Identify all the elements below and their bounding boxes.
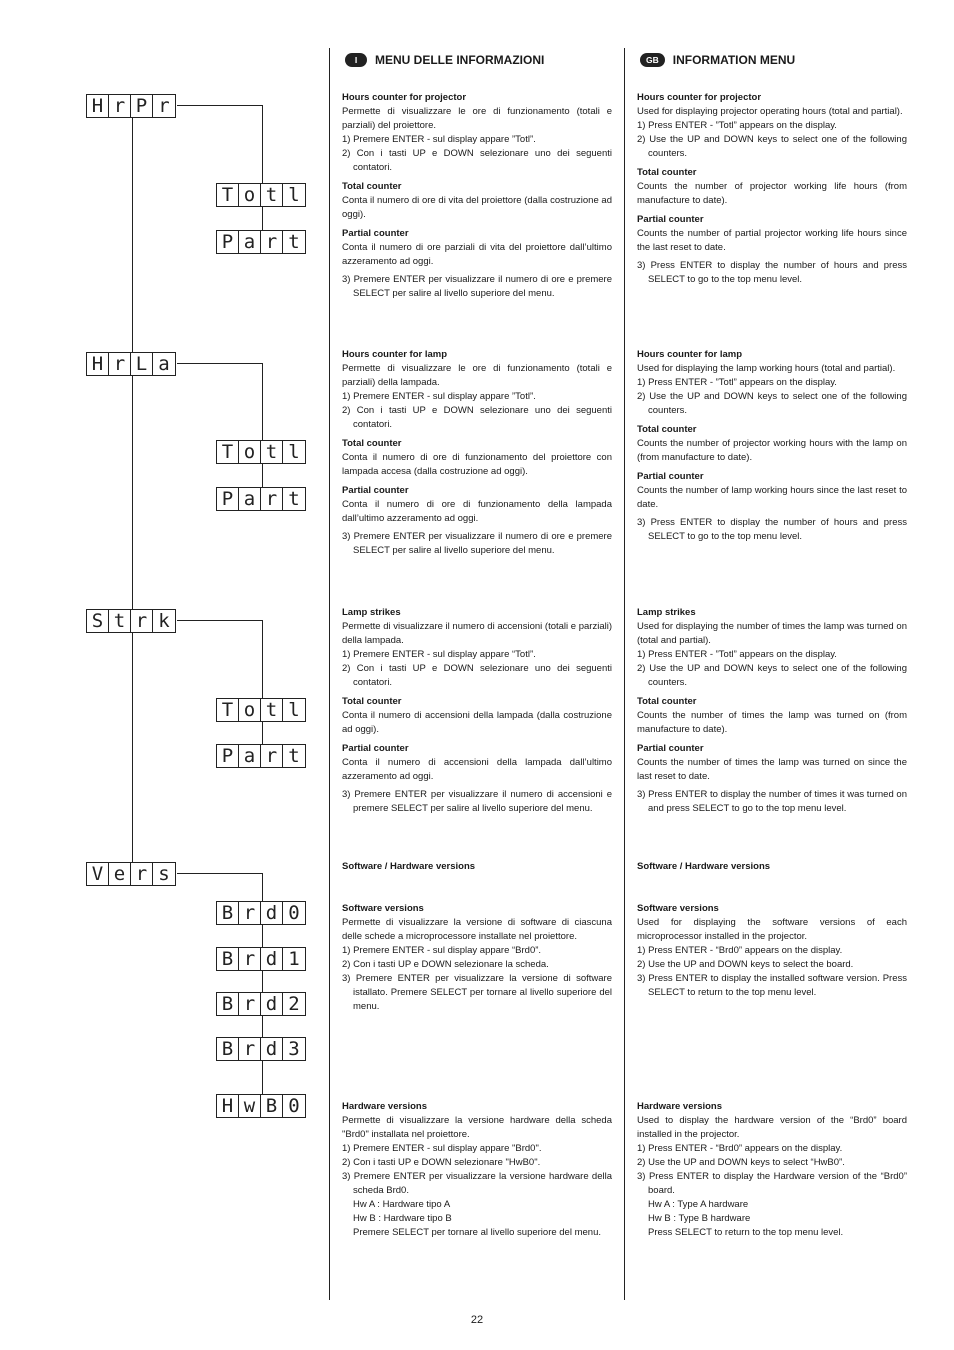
display-totl: T o t l — [216, 698, 306, 722]
display-totl: T o t l — [216, 183, 306, 207]
gb-section-hours-projector: Hours counter for projector Used for displaying projector operating hours (total and partial). 1) Press ENTER - ”Totl” appears on the display. 2) Use the UP and DOWN keys to select one of the following counters. Total counter Counts the number of projector working life hours (from manufacture to date). Partial counter Counts the number of partial projector working life hours since the last reset to date. 3) Press ENTER to display the number of hours and press SELECT to go to the top menu level. — [637, 92, 907, 285]
gb-section-hours-lamp: Hours counter for lamp Used for displaying the lamp working hours (total and partial). 1) Press ENTER - ”Totl” appears on the display. 2) Use the UP and DOWN keys to select one of the following counters. Total counter Counts the number of projector working hours with the lamp on (from manufacture to date). Partial counter Counts the number of lamp working hours since the last reset to date. 3) Press ENTER to display the number of hours and press SELECT to go to the top menu level. — [637, 349, 907, 542]
connector-strk — [177, 620, 263, 756]
tree-trunk — [132, 117, 133, 873]
display-strk: S t r k — [86, 609, 176, 633]
display-brd1: B r d 1 — [216, 947, 306, 971]
it-section-versions: Software / Hardware versions — [342, 861, 476, 872]
it-section-lamp-strikes: Lamp strikes Permette di visualizzare il numero di accensioni (totali e parziali) della lampada. 1) Premere ENTER - sul display appare “Totl”. 2) Con i tasti UP e DOWN selezionare uno dei seguenti contatori. Total counter Conta il numero di accensioni della lampada (dalla costruzione ad oggi). Partial counter Conta il numero di accensioni della lampada dall’ultimo azzeramento ad oggi. 3) Premere ENTER per visualizzare il numero di accensioni e premere SELECT per salire al livello superiore del menu. — [342, 607, 612, 814]
it-header — [345, 53, 544, 67]
display-totl: T o t l — [216, 440, 306, 464]
display-brd2: B r d 2 — [216, 992, 306, 1016]
it-badge: I — [345, 53, 367, 67]
gb-section-hardware: Hardware versions Used to display the hardware version of the “Brd0” board installed in the projector. 1) Press ENTER - “Brd0” appears on the display. 2) Use the UP and DOWN keys to select “HwB0”. 3) Press ENTER to display the Hardware version of the “Brd0” board. Hw A : Type A hardware Hw B : Type B hardware Press SELECT to return to the top menu level. — [637, 1101, 907, 1238]
display-part: P a r t — [216, 230, 306, 254]
display-vers: V e r s — [86, 862, 176, 886]
display-brd3: B r d 3 — [216, 1037, 306, 1061]
display-hwb0: H w B 0 — [216, 1094, 306, 1118]
gb-badge: GB — [640, 53, 665, 67]
display-hrla: H r L a — [86, 352, 176, 376]
gb-section-software: Software versions Used for displaying the software versions of each microprocessor installed in the projector. 1) Press ENTER - “Brd0” appears on the display. 2) Use the UP and DOWN keys to select the board. 3) Press ENTER to display the installed software version. Press SELECT to return to the top menu level. — [637, 903, 907, 998]
it-section-hours-projector: Hours counter for projector Permette di visualizzare le ore di funzionamento (totali e parziali) del proiettore. 1) Premere ENTER - sul display appare ”Totl”. 2) Con i tasti UP e DOWN selezionare uno dei seguenti contatori. Total counter Conta il numero di ore di vita del proiettore (dalla costruzione ad oggi). Partial counter Conta il numero di ore parziali di vita del proiettore dall’ultimo azzeramento ad oggi. 3) Premere ENTER per visualizzare il numero di ore e premere SELECT per salire al livello superiore del menu. — [342, 92, 612, 299]
it-section-software: Software versions Permette di visualizzare la versione di software di ciascuna delle schede a microprocessore installate nel proiettore. 1) Premere ENTER - sul display appare “Brd0”. 2) Con i tasti UP e DOWN selezionare la scheda. 3) Premere ENTER per visualizzare la versione di software istallato. Premere SELECT per tornare al livello superiore del menu. — [342, 903, 612, 1012]
column-divider-left — [329, 48, 330, 1300]
column-divider-right — [624, 48, 625, 1300]
gb-section-lamp-strikes: Lamp strikes Used for displaying the number of times the lamp was turned on (total and partial). 1) Press ENTER - ”Totl” appears on the display. 2) Use the UP and DOWN keys to select one of the following counters. Total counter Counts the number of times the lamp was turned on (from manufacture to date). Partial counter Counts the number of times the lamp was turned on since the last reset to date. 3) Press ENTER to display the number of times it was turned on and press SELECT to go to the top menu level. — [637, 607, 907, 814]
display-hrpr: H r P r — [86, 94, 176, 118]
it-section-hours-lamp: Hours counter for lamp Permette di visualizzare le ore di funzionamento (totali e parziali) della lampada. 1) Premere ENTER - sul display appare ”Totl”. 2) Con i tasti UP e DOWN selezionare uno dei seguenti contatori. Total counter Conta il numero di ore di funzionamento del proiettore con lampada accesa (dalla costruzione ad oggi). Partial counter Conta il numero di ore di funzionamento della lampada dall’ultimo azzeramento ad oggi. 3) Premere ENTER per visualizzare il numero di ore e premere SELECT per salire al livello superiore del menu. — [342, 349, 612, 556]
gb-header — [640, 53, 795, 67]
display-part: P a r t — [216, 744, 306, 768]
display-part: P a r t — [216, 487, 306, 511]
display-brd0: B r d 0 — [216, 901, 306, 925]
connector-hrpr — [177, 105, 263, 242]
page-number: 22 — [470, 1314, 484, 1326]
gb-section-versions: Software / Hardware versions — [637, 861, 771, 872]
gb-title: INFORMATION MENU — [672, 53, 796, 67]
it-title: MENU DELLE INFORMAZIONI — [375, 53, 545, 67]
it-section-hardware: Hardware versions Permette di visualizzare la versione hardware della scheda "Brd0" installata nel proiettore. 1) Premere ENTER - sul display appare "Brd0". 2) Con i tasti UP e DOWN selezionare "HwB0". 3) Premere ENTER per visualizzare la versione hardware della scheda Brd0. Hw A : Hardware tipo A Hw B : Hardware tipo B Premere SELECT per tornare al livello superiore del menu. — [342, 1101, 612, 1238]
connector-hrla — [177, 363, 263, 499]
